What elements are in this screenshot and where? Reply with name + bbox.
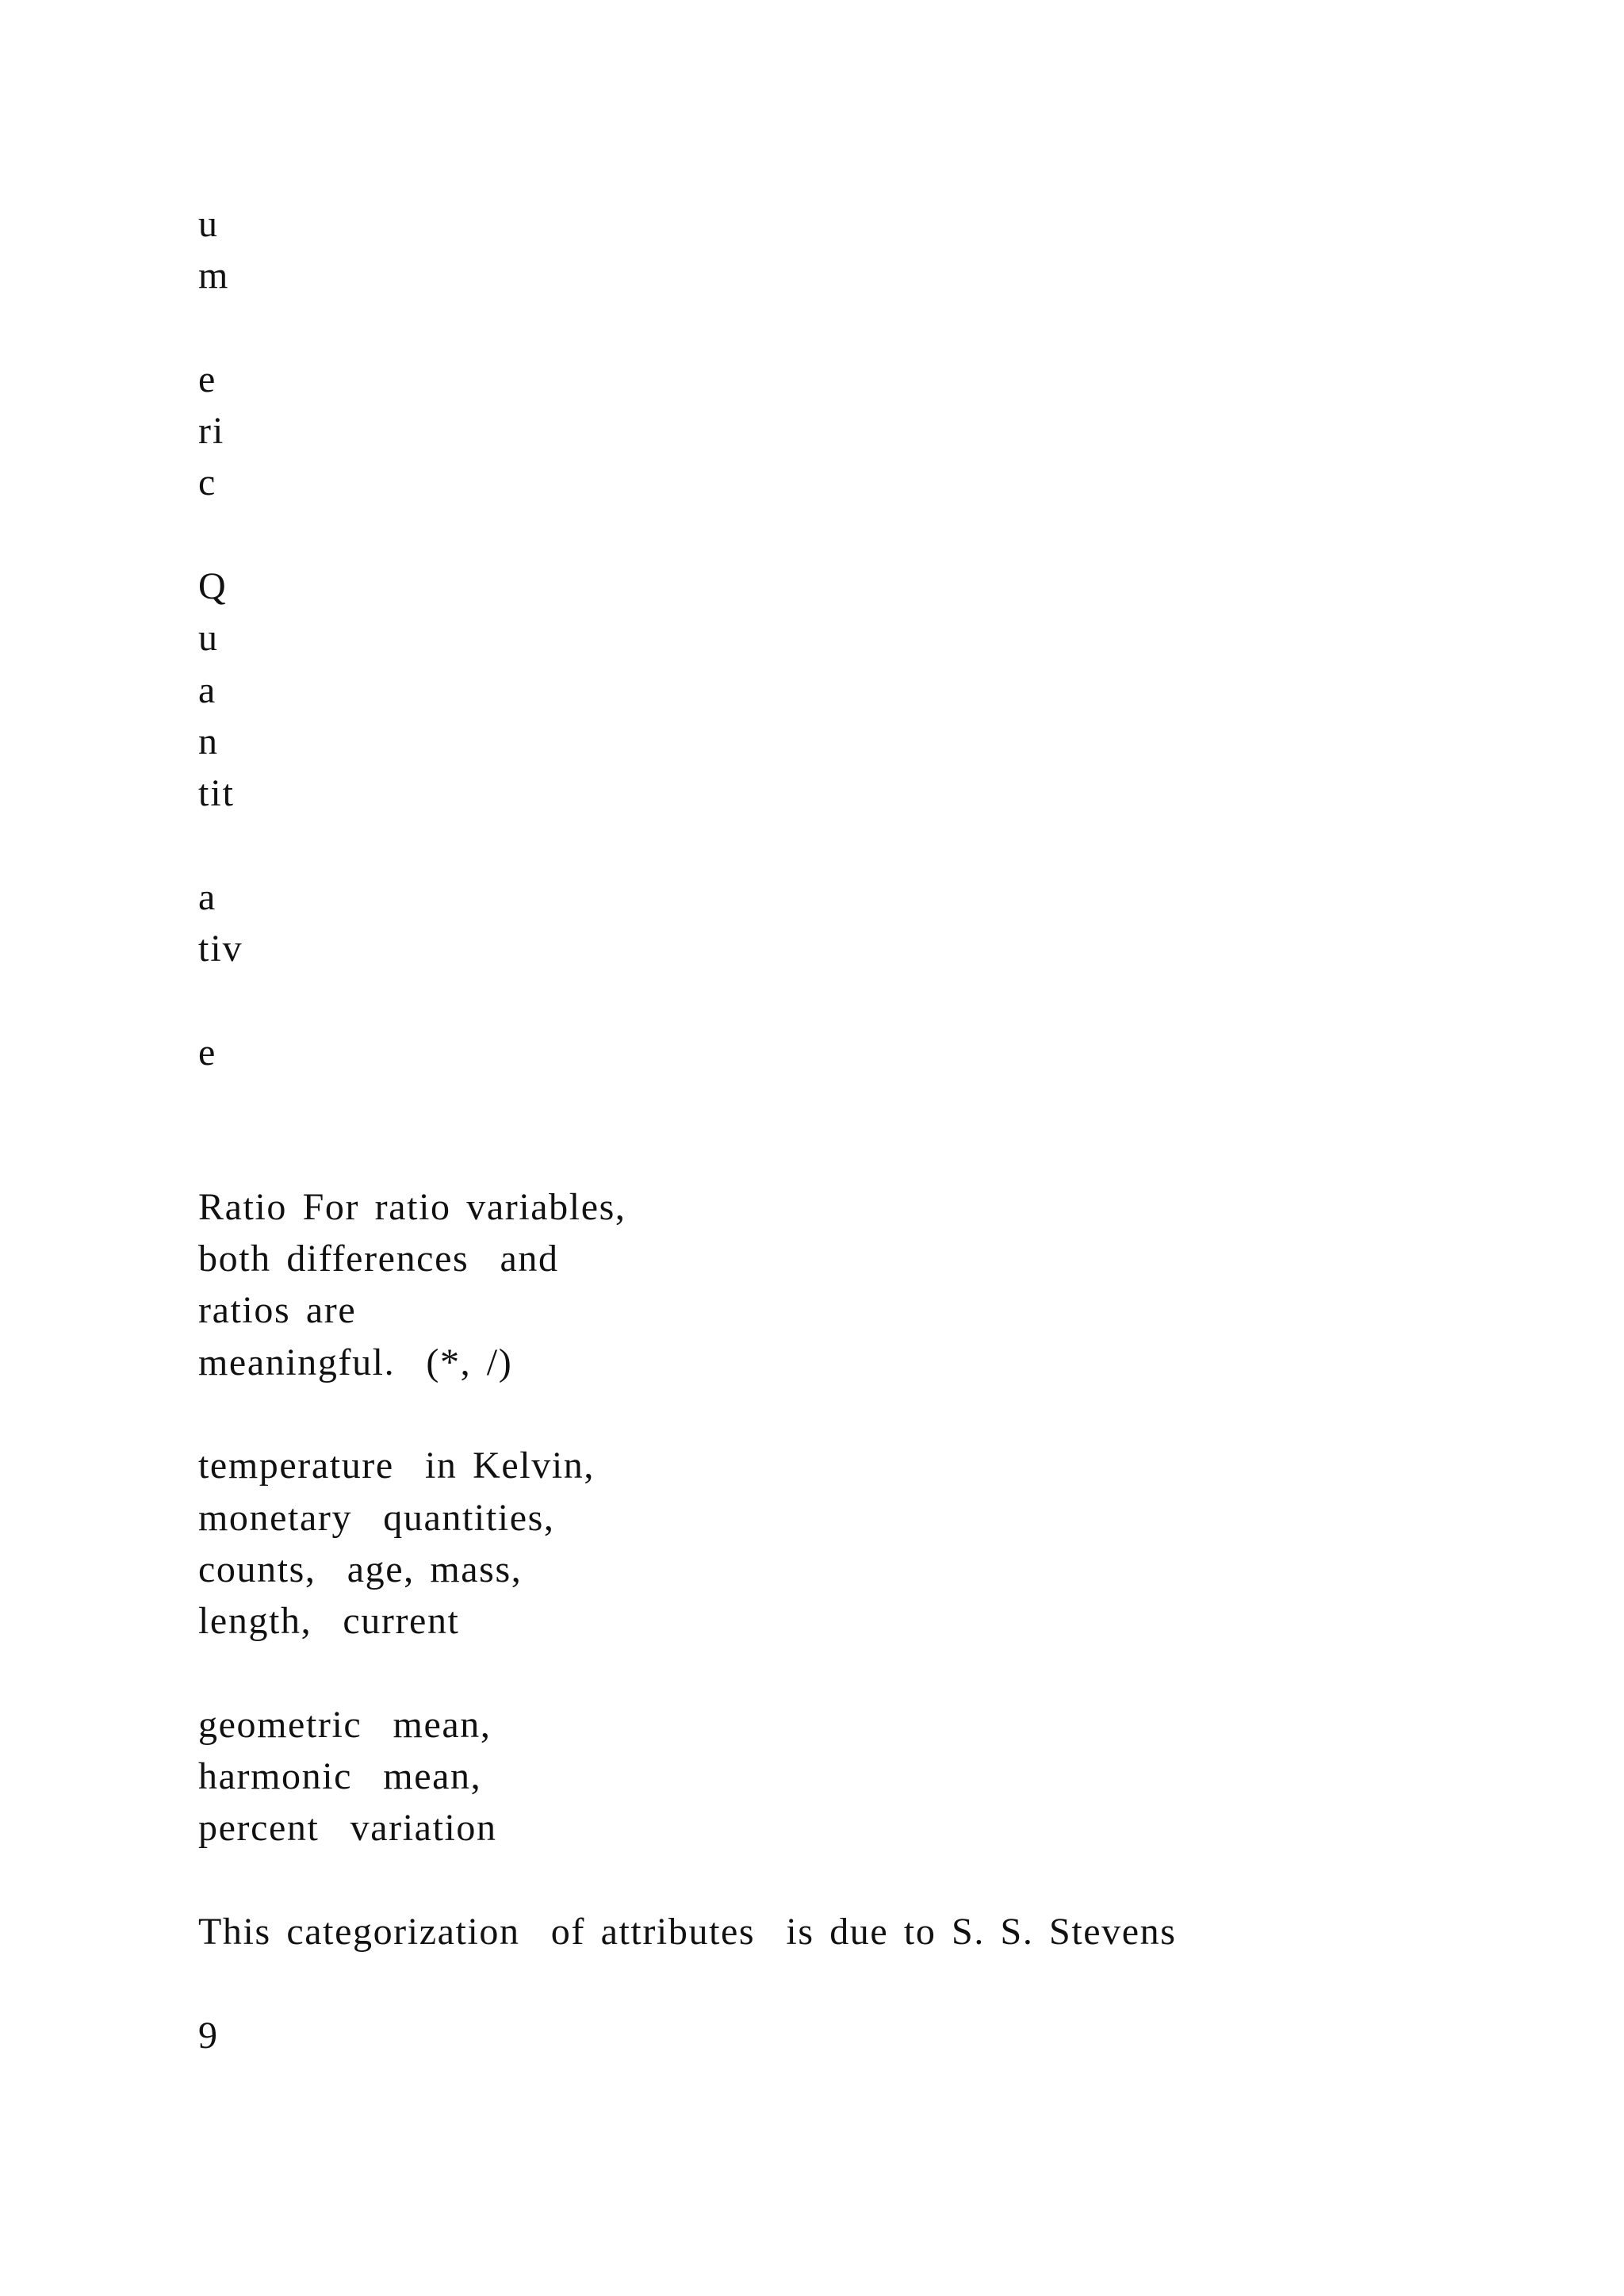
vertical-label-fragment: m <box>198 254 230 297</box>
example-line: monetary quantities, <box>198 1497 555 1539</box>
vertical-label-fragment: e <box>198 1031 217 1073</box>
vertical-label-fragment: u <box>198 203 219 245</box>
vertical-label-fragment: c <box>198 461 217 503</box>
ratio-line: both differences and <box>198 1238 559 1280</box>
example-line: counts, age, mass, <box>198 1548 523 1590</box>
operation-line: geometric mean, <box>198 1704 492 1746</box>
vertical-label-fragment: ri <box>198 410 225 452</box>
page-number: 9 <box>198 2015 219 2057</box>
vertical-label-fragment: tiv <box>198 928 243 970</box>
vertical-label-fragment: Q <box>198 565 228 607</box>
ratio-line: ratios are <box>198 1289 357 1331</box>
operation-line: percent variation <box>198 1807 497 1849</box>
ratio-line: Ratio For ratio variables, <box>198 1186 626 1228</box>
footnote: This categorization of attributes is due to S. S. Stevens <box>198 1911 1177 1953</box>
example-line: length, current <box>198 1600 460 1642</box>
vertical-label-fragment: n <box>198 721 219 763</box>
vertical-label-fragment: a <box>198 669 217 711</box>
vertical-label-fragment: a <box>198 876 217 918</box>
vertical-label-fragment: e <box>198 358 217 400</box>
example-line: temperature in Kelvin, <box>198 1445 595 1487</box>
vertical-label-fragment: u <box>198 617 219 659</box>
operation-line: harmonic mean, <box>198 1755 482 1797</box>
ratio-line: meaningful. (*, /) <box>198 1341 513 1383</box>
vertical-label-fragment: tit <box>198 772 236 814</box>
